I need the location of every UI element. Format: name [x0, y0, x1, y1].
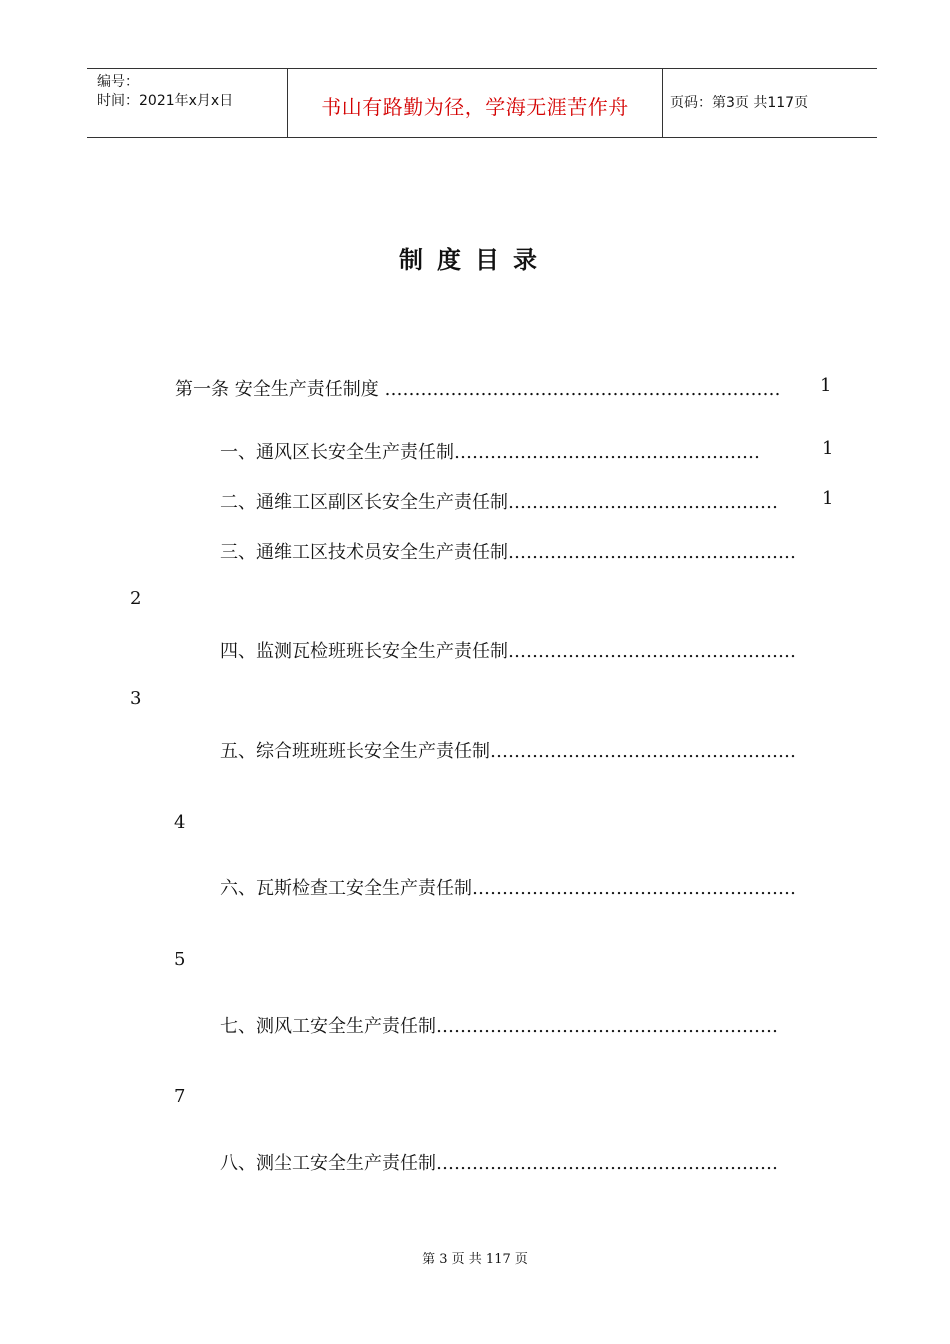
toc-leader-dots: ………………………………………………	[472, 878, 796, 899]
toc-leader-dots: ………………………………………	[508, 492, 778, 513]
toc-item-1	[220, 438, 760, 464]
toc-item-label: 三、通维工区技术员安全生产责任制	[220, 542, 508, 563]
toc-leader-dots: ……………………………………………	[490, 741, 796, 762]
toc-item-page: 7	[174, 1086, 186, 1107]
document-header	[87, 68, 877, 138]
toc-item-label: 八、测尘工安全生产责任制	[220, 1153, 436, 1174]
header-page-cell	[662, 69, 877, 137]
toc-item-page: 5	[174, 949, 186, 970]
toc-section-1-label: 第一条 安全生产责任制度	[175, 379, 385, 400]
toc-item-6	[220, 874, 796, 900]
toc-item-label: 一、通风区长安全生产责任制	[220, 442, 454, 463]
toc-item-label: 六、瓦斯检查工安全生产责任制	[220, 878, 472, 899]
toc-item-page: 3	[130, 688, 142, 709]
toc-item-page: 1	[822, 438, 834, 459]
toc-item-5	[220, 737, 796, 763]
toc-section-1	[175, 375, 780, 401]
toc-item-page: 1	[822, 488, 834, 509]
header-left-cell	[87, 69, 287, 137]
toc-leader-dots: …………………………………………	[508, 641, 796, 662]
header-motto-cell	[287, 69, 663, 137]
page-title: 制度目录	[399, 246, 551, 274]
toc-item-page: 4	[174, 812, 186, 833]
toc-leader-dots: ……………………………………………	[454, 442, 760, 463]
header-page-info: 页码：第3页 共117页	[670, 95, 809, 111]
toc-item-label: 五、综合班班班长安全生产责任制	[220, 741, 490, 762]
toc-item-8	[220, 1149, 778, 1175]
toc-leader-dots: …………………………………………………	[436, 1016, 778, 1037]
toc-leader-dots: …………………………………………	[508, 542, 796, 563]
toc-item-4	[220, 637, 796, 663]
header-motto: 书山有路勤为径，学海无涯苦作舟	[321, 95, 629, 119]
toc-leader-dots: …………………………………………………	[436, 1153, 778, 1174]
toc-section-1-page: 1	[820, 375, 832, 396]
toc-item-7	[220, 1012, 778, 1038]
toc-item-label: 二、通维工区副区长安全生产责任制	[220, 492, 508, 513]
toc-item-label: 七、测风工安全生产责任制	[220, 1016, 436, 1037]
toc-item-2	[220, 488, 778, 514]
document-number: 编号：	[97, 74, 139, 90]
toc-leader-dots: …………………………………………………………	[384, 379, 781, 400]
toc-item-3	[220, 538, 796, 564]
document-date: 时间：2021年x月x日	[97, 93, 234, 109]
page-footer: 第 3 页 共 117 页	[422, 1252, 528, 1267]
toc-item-page: 2	[130, 588, 142, 609]
toc-item-label: 四、监测瓦检班班长安全生产责任制	[220, 641, 508, 662]
